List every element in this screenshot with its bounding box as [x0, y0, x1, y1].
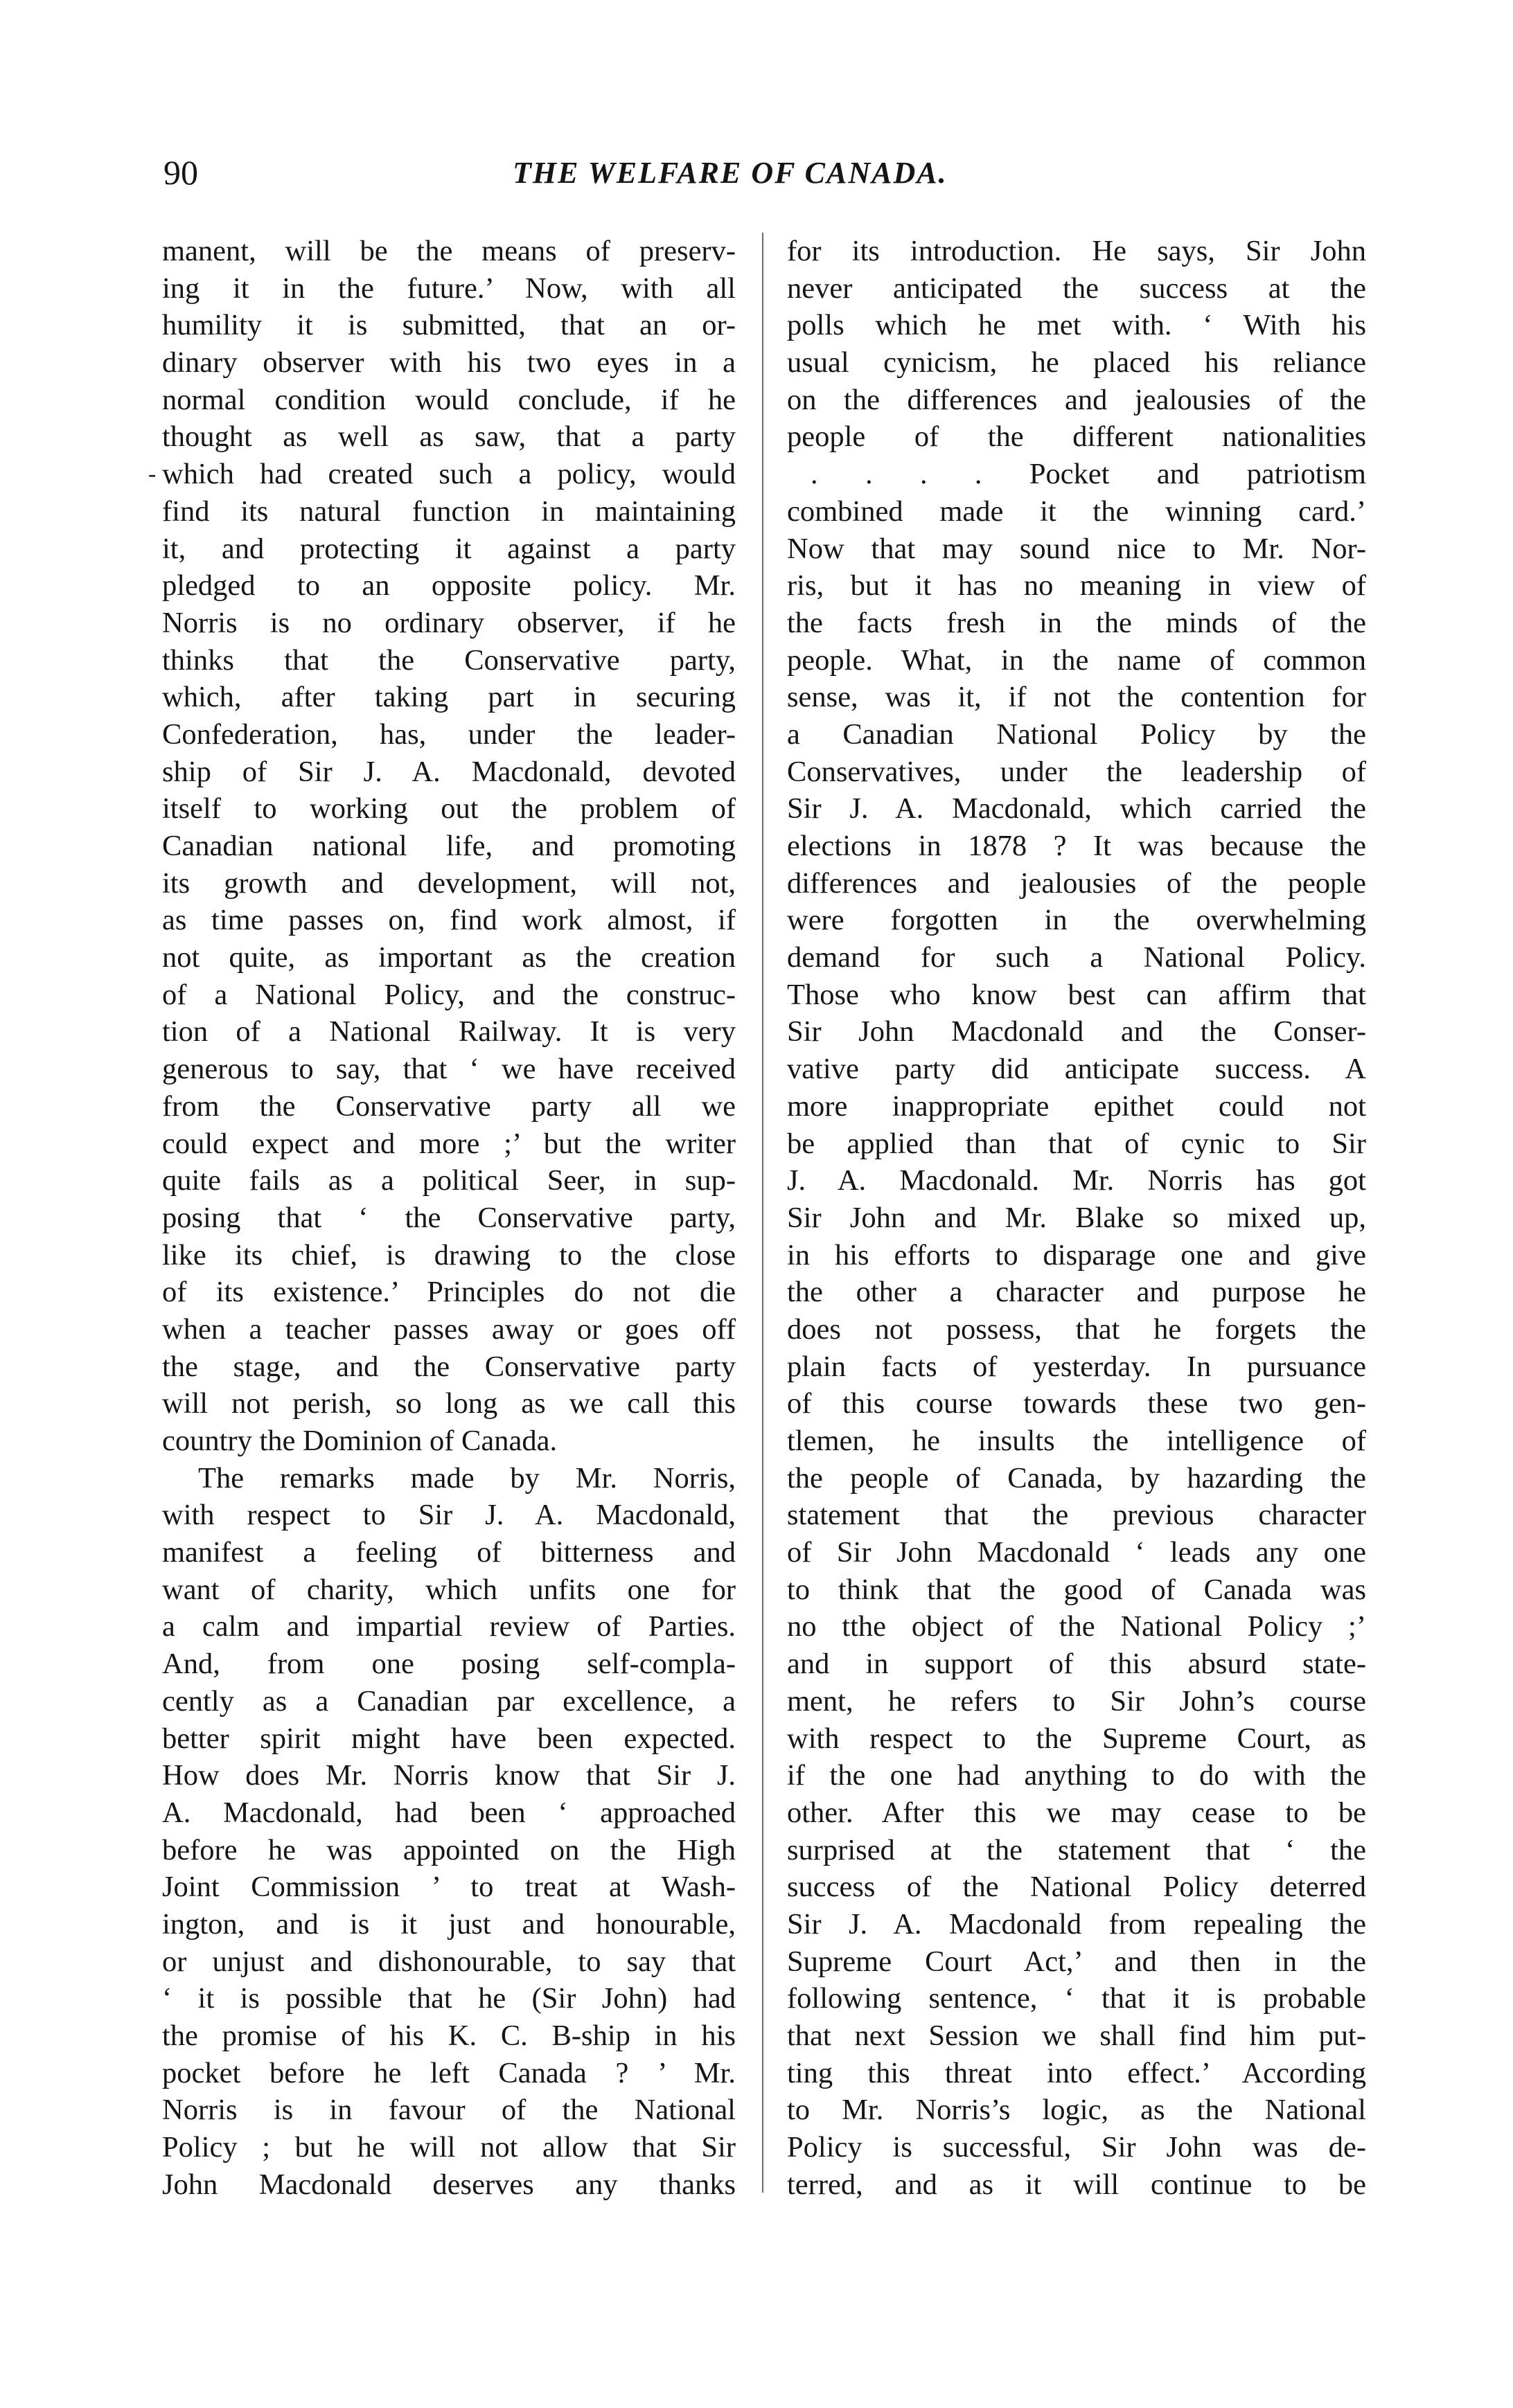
text-line: for its introduction. He says, Sir John [787, 235, 1366, 267]
text-line: Conservatives, under the leadership of [787, 755, 1366, 788]
text-line: Norris is no ordinary observer, if he [162, 606, 736, 639]
text-line: like its chief, is drawing to the close [162, 1238, 736, 1272]
text-line: of this course towards these two gen- [787, 1387, 1366, 1420]
text-line: differences and jealousies of the people [787, 866, 1366, 900]
text-line: it, and protecting it against a party [162, 532, 736, 565]
column-divider [762, 233, 763, 2193]
text-line: which, after taking part in securing [162, 681, 736, 714]
text-line: not quite, as important as the creation [162, 941, 736, 974]
text-line: no tthe object of the National Policy ;’ [787, 1610, 1366, 1643]
text-line: elections in 1878 ? It was because the [787, 830, 1366, 862]
text-line: ington, and is it just and honourable, [162, 1907, 736, 1941]
text-line: from the Conservative party all we [162, 1089, 736, 1123]
text-line: Confederation, has, under the leader- [162, 717, 736, 751]
text-line: polls which he met with. ‘ With his [787, 309, 1366, 342]
text-line: want of charity, which unfits one for [162, 1573, 736, 1606]
text-line: with respect to Sir J. A. Macdonald, [162, 1499, 736, 1532]
text-line: itself to working out the problem of [162, 792, 736, 826]
text-line: humility it is submitted, that an or- [162, 309, 736, 342]
text-line: will not perish, so long as we call this [162, 1387, 736, 1420]
text-line: a Canadian National Policy by the [787, 717, 1366, 751]
text-line: Sir J. A. Macdonald, which carried the [787, 792, 1366, 826]
text-line: and in support of this absurd state- [787, 1648, 1366, 1681]
text-line: ‘ it is possible that he (Sir John) had [162, 1982, 736, 2015]
text-line: its growth and development, will not, [162, 866, 736, 900]
text-line: the people of Canada, by hazarding the [787, 1461, 1366, 1495]
text-line: Sir John Macdonald and the Conser- [787, 1015, 1366, 1049]
text-line: How does Mr. Norris know that Sir J. [162, 1759, 736, 1792]
text-line: ship of Sir J. A. Macdonald, devoted [162, 755, 736, 788]
text-line: Canadian national life, and promoting [162, 830, 736, 862]
text-line: demand for such a National Policy. [787, 941, 1366, 974]
text-line: people of the different nationalities [787, 420, 1366, 454]
text-line: does not possess, that he forgets the [787, 1312, 1366, 1346]
right-column [787, 233, 1366, 2203]
paragraph-end-line: country the Dominion of Canada. [162, 1425, 558, 1457]
text-line: thought as well as saw, that a party [162, 420, 736, 454]
text-line: or unjust and dishonourable, to say that [162, 1945, 736, 1978]
text-line: could expect and more ;’ but the writer [162, 1127, 736, 1160]
text-line: normal condition would conclude, if he [162, 383, 736, 416]
text-line: manent, will be the means of preserv- [162, 235, 736, 267]
text-line: Policy is successful, Sir John was de- [787, 2131, 1366, 2164]
text-line: statement that the previous character [787, 1499, 1366, 1532]
text-line: which had created such a policy, would [162, 458, 736, 491]
running-head: THE WELFARE OF CANADA. [513, 156, 948, 190]
text-line: ting this threat into effect.’ According [787, 2056, 1366, 2089]
text-line: more inappropriate epithet could not [787, 1089, 1366, 1123]
text-line: Norris is in favour of the National [162, 2094, 736, 2127]
text-line: tion of a National Railway. It is very [162, 1015, 736, 1049]
text-line: the stage, and the Conservative party [162, 1350, 736, 1383]
text-line: when a teacher passes away or goes off [162, 1312, 736, 1346]
text-line: manifest a feeling of bitterness and [162, 1536, 736, 1569]
text-line: generous to say, that ‘ we have received [162, 1053, 736, 1086]
text-line: to Mr. Norris’s logic, as the National [787, 2094, 1366, 2127]
text-line: quite fails as a political Seer, in sup- [162, 1164, 736, 1197]
text-line: never anticipated the success at the [787, 271, 1366, 305]
text-line: of its existence.’ Principles do not die [162, 1276, 736, 1309]
text-line: Supreme Court Act,’ and then in the [787, 1945, 1366, 1978]
text-line: in his efforts to disparage one and give [787, 1238, 1366, 1272]
text-line: tlemen, he insults the intelligence of [787, 1425, 1366, 1457]
text-line: pocket before he left Canada ? ’ Mr. [162, 2056, 736, 2089]
text-line: Sir J. A. Macdonald from repealing the [787, 1907, 1366, 1941]
text-line: Those who know best can affirm that [787, 978, 1366, 1011]
text-line: John Macdonald deserves any thanks [162, 2168, 736, 2201]
text-line: better spirit might have been expected. [162, 1722, 736, 1755]
text-line: combined made it the winning card.’ [787, 494, 1366, 528]
text-line: posing that ‘ the Conservative party, [162, 1201, 736, 1234]
margin-mark: - [148, 461, 157, 487]
text-line: plain facts of yesterday. In pursuance [787, 1350, 1366, 1383]
text-line: the promise of his K. C. B-ship in his [162, 2019, 736, 2052]
text-line: A. Macdonald, had been ‘ approached [162, 1796, 736, 1829]
text-line: dinary observer with his two eyes in a [162, 346, 736, 380]
text-line: sense, was it, if not the contention for [787, 681, 1366, 714]
text-line: pledged to an opposite policy. Mr. [162, 569, 736, 603]
text-line: terred, and as it will continue to be [787, 2168, 1366, 2201]
text-line: the facts fresh in the minds of the [787, 606, 1366, 639]
text-line: success of the National Policy deterred [787, 1871, 1366, 1904]
text-line: a calm and impartial review of Parties. [162, 1610, 736, 1643]
text-line: if the one had anything to do with the [787, 1759, 1366, 1792]
page-number: 90 [163, 153, 198, 192]
text-line: to think that the good of Canada was [787, 1573, 1366, 1606]
text-line: the other a character and purpose he [787, 1276, 1366, 1309]
text-line: that next Session we shall find him put- [787, 2019, 1366, 2052]
ellipsis-line: . . . . Pocket and patriotism [811, 458, 1366, 491]
text-line: And, from one posing self-compla- [162, 1648, 736, 1681]
text-line: surprised at the statement that ‘ the [787, 1833, 1366, 1866]
text-line: ris, but it has no meaning in view of [787, 569, 1366, 603]
text-line: find its natural function in maintaining [162, 494, 736, 528]
text-line: be applied than that of cynic to Sir [787, 1127, 1366, 1160]
text-line: thinks that the Conservative party, [162, 643, 736, 677]
text-line: Joint Commission ’ to treat at Wash- [162, 1871, 736, 1904]
text-line: of Sir John Macdonald ‘ leads any one [787, 1536, 1366, 1569]
text-line: cently as a Canadian par excellence, a [162, 1684, 736, 1718]
text-line: people. What, in the name of common [787, 643, 1366, 677]
text-line: before he was appointed on the High [162, 1833, 736, 1866]
text-line: J. A. Macdonald. Mr. Norris has got [787, 1164, 1366, 1197]
paragraph-start-line: The remarks made by Mr. Norris, [198, 1461, 736, 1495]
left-column [162, 233, 736, 2203]
text-line: on the differences and jealousies of the [787, 383, 1366, 416]
text-line: other. After this we may cease to be [787, 1796, 1366, 1829]
text-line: vative party did anticipate success. A [787, 1053, 1366, 1086]
text-line: Sir John and Mr. Blake so mixed up, [787, 1201, 1366, 1234]
text-line: of a National Policy, and the construc- [162, 978, 736, 1011]
text-line: were forgotten in the overwhelming [787, 904, 1366, 937]
text-line: following sentence, ‘ that it is probable [787, 1982, 1366, 2015]
text-line: ment, he refers to Sir John’s course [787, 1684, 1366, 1718]
text-line: ing it in the future.’ Now, with all [162, 271, 736, 305]
text-line: usual cynicism, he placed his reliance [787, 346, 1366, 380]
text-line: Policy ; but he will not allow that Sir [162, 2131, 736, 2164]
text-line: Now that may sound nice to Mr. Nor- [787, 532, 1366, 565]
text-line: with respect to the Supreme Court, as [787, 1722, 1366, 1755]
text-line: as time passes on, find work almost, if [162, 904, 736, 937]
